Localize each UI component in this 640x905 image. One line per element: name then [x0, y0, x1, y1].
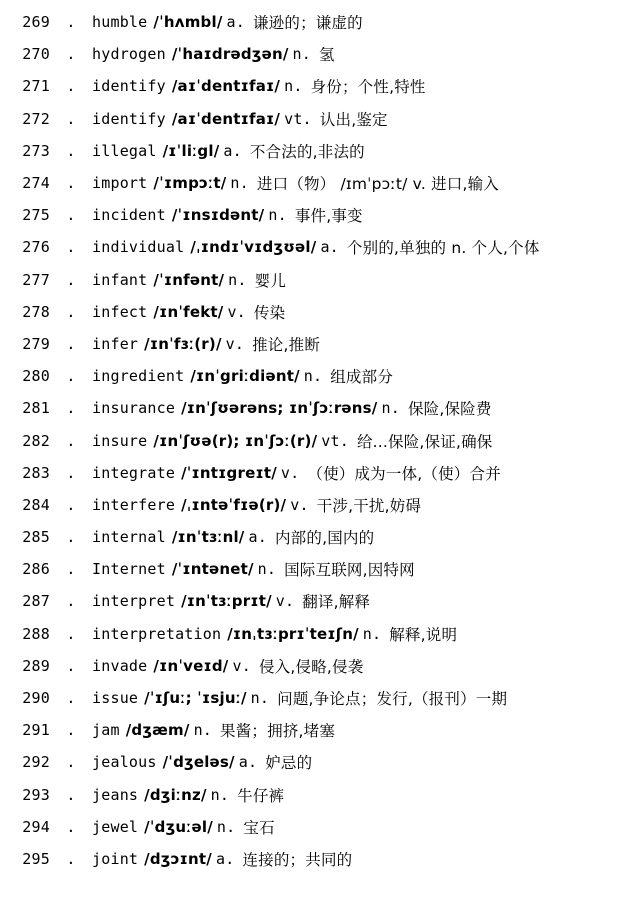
entry-meaning: 氢 — [318, 46, 335, 65]
entry-part-of-speech: n. — [230, 174, 249, 193]
entry-part-of-speech: a. — [223, 141, 242, 160]
entry-word: interfere — [92, 495, 176, 514]
vocab-entry — [10, 618, 635, 650]
entry-meaning: 认出,鉴定 — [319, 110, 388, 129]
entry-phonetic: /ˈɪntɪgreɪt/ — [181, 463, 277, 482]
vocab-entry — [10, 231, 635, 263]
entry-part-of-speech: n. — [362, 624, 382, 643]
entry-meaning: 牛仔裤 — [237, 786, 285, 805]
entry-number: 293 — [22, 785, 50, 804]
entry-phonetic: /ɪnˈʃʊərəns; ɪnˈʃɔːrəns/ — [181, 399, 378, 418]
entry-word: joint — [92, 849, 139, 868]
entry-phonetic: /dʒiːnz/ — [144, 785, 207, 804]
vocab-entry — [10, 714, 635, 746]
entry-word: incident — [92, 206, 166, 225]
entry-meaning: 解释,说明 — [389, 625, 458, 644]
entry-part-of-speech: n. — [193, 721, 213, 740]
vocab-entry — [10, 843, 635, 875]
entry-part-of-speech: n. — [228, 270, 247, 289]
entry-word: identify — [92, 77, 166, 96]
vocab-entry — [10, 6, 635, 38]
entry-meaning: 不合法的,非法的 — [249, 142, 365, 161]
vocab-entry — [10, 135, 635, 167]
entry-phonetic: /ɪnˈfekt/ — [153, 302, 224, 321]
entry-dot: . — [66, 367, 76, 386]
entry-word: individual — [92, 238, 185, 257]
entry-word: interpretation — [92, 624, 222, 643]
entry-number: 292 — [22, 753, 50, 772]
entry-dot: . — [66, 624, 76, 643]
entry-number: 284 — [22, 495, 50, 514]
entry-word: Internet — [92, 560, 166, 579]
entry-word: infect — [92, 302, 148, 321]
entry-part-of-speech: a. — [320, 238, 339, 257]
vocab-entry — [10, 199, 635, 231]
entry-dot: . — [66, 689, 76, 708]
entry-number: 278 — [22, 302, 50, 321]
entry-meaning: 婴儿 — [254, 271, 287, 290]
entry-number: 295 — [22, 849, 50, 868]
entry-phonetic: /ˌɪndɪˈvɪdʒʊəl/ — [190, 238, 317, 257]
entry-phonetic: /ɪnˈgriːdiənt/ — [190, 367, 300, 386]
entry-meaning: 连接的；共同的 — [242, 850, 353, 869]
vocab-entry — [10, 38, 635, 70]
entry-dot: . — [66, 849, 76, 868]
entry-dot: . — [66, 721, 76, 740]
entry-meaning: 问题,争论点；发行,（报刊）一期 — [277, 690, 508, 709]
entry-meaning: （使）成为一体,（使）合并 — [307, 464, 501, 483]
entry-meaning: 侵入,侵略,侵袭 — [258, 657, 364, 676]
vocab-entry — [10, 103, 635, 135]
vocab-entry — [10, 682, 635, 714]
entry-number: 285 — [22, 528, 50, 547]
entry-dot: . — [66, 238, 76, 257]
entry-meaning: 翻译,解释 — [302, 593, 371, 612]
entry-dot: . — [66, 560, 76, 579]
entry-meaning: 组成部分 — [330, 368, 394, 387]
entry-meaning: 传染 — [253, 303, 286, 322]
entry-meaning: 进口（物） /ɪmˈpɔːt/ v. 进口,输入 — [256, 175, 499, 194]
entry-phonetic: /ˈhaɪdrədʒən/ — [171, 45, 289, 64]
entry-word: jealous — [92, 753, 157, 772]
entry-word: insurance — [92, 399, 176, 418]
entry-part-of-speech: a. — [248, 528, 267, 547]
entry-word: insure — [92, 431, 148, 450]
entry-phonetic: /ɪnˈʃʊə(r); ɪnˈʃɔː(r)/ — [153, 431, 318, 450]
entry-part-of-speech: v. — [232, 656, 251, 675]
entry-word: illegal — [92, 141, 157, 160]
entry-dot: . — [66, 753, 76, 772]
entry-number: 275 — [22, 206, 50, 225]
entry-phonetic: /ɪnˈveɪd/ — [153, 656, 229, 675]
entry-meaning: 个别的,单独的 n. 个人,个体 — [346, 239, 540, 258]
entry-number: 294 — [22, 817, 50, 836]
entry-dot: . — [66, 399, 76, 418]
entry-meaning: 内部的,国内的 — [274, 529, 375, 548]
entry-part-of-speech: n. — [268, 206, 287, 225]
entry-meaning: 谦逊的；谦虚的 — [252, 14, 363, 33]
entry-number: 271 — [22, 77, 50, 96]
entry-word: interpret — [92, 592, 176, 611]
entry-word: issue — [92, 689, 139, 708]
entry-meaning: 干涉,干扰,妨碍 — [316, 496, 422, 515]
entry-phonetic: /ˈdʒuːəl/ — [144, 817, 213, 836]
entry-part-of-speech: n. — [303, 367, 323, 386]
entry-dot: . — [66, 656, 76, 675]
entry-dot: . — [66, 334, 76, 353]
entry-dot: . — [66, 817, 76, 836]
vocab-entry — [10, 779, 635, 811]
entry-number: 280 — [22, 367, 50, 386]
entry-number: 283 — [22, 463, 50, 482]
entry-dot: . — [66, 431, 76, 450]
entry-phonetic: /aɪˈdentɪfaɪ/ — [171, 77, 281, 96]
entry-dot: . — [66, 13, 76, 32]
entry-word: ingredient — [92, 367, 185, 386]
entry-dot: . — [66, 463, 76, 482]
vocab-entry — [10, 360, 635, 392]
entry-dot: . — [66, 45, 76, 64]
entry-part-of-speech: n. — [292, 45, 311, 64]
entry-part-of-speech: v. — [290, 495, 309, 514]
entry-number: 277 — [22, 270, 50, 289]
entry-dot: . — [66, 270, 76, 289]
vocab-entry — [10, 746, 635, 778]
entry-part-of-speech: n. — [210, 785, 230, 804]
vocab-entry — [10, 457, 635, 489]
entry-part-of-speech: v. — [225, 334, 245, 353]
entry-number: 291 — [22, 721, 50, 740]
entry-phonetic: /ˈɪnsɪdənt/ — [171, 206, 265, 225]
entry-part-of-speech: n. — [216, 817, 236, 836]
entry-dot: . — [66, 206, 76, 225]
vocab-entry — [10, 489, 635, 521]
vocab-entry — [10, 296, 635, 328]
entry-number: 270 — [22, 45, 50, 64]
entry-phonetic: /ˌɪntəˈfɪə(r)/ — [181, 495, 287, 514]
entry-number: 281 — [22, 399, 50, 418]
entry-word: jeans — [92, 785, 139, 804]
entry-dot: . — [66, 109, 76, 128]
entry-dot: . — [66, 592, 76, 611]
entry-part-of-speech: n. — [284, 77, 303, 96]
entry-part-of-speech: v. — [280, 463, 300, 482]
entry-meaning: 事件,事变 — [294, 207, 363, 226]
entry-word: humble — [92, 13, 148, 32]
vocab-entry — [10, 392, 635, 424]
entry-number: 274 — [22, 174, 50, 193]
entry-phonetic: /ˈɪnfənt/ — [153, 270, 225, 289]
entry-word: internal — [92, 528, 166, 547]
entry-phonetic: /ˈdʒeləs/ — [162, 753, 235, 772]
entry-phonetic: /ɪnˈtɜːprɪt/ — [181, 592, 272, 611]
entry-number: 282 — [22, 431, 50, 450]
entry-dot: . — [66, 785, 76, 804]
entry-phonetic: /ˈɪmpɔːt/ — [153, 174, 227, 193]
entry-meaning: 果酱；拥挤,堵塞 — [220, 722, 336, 741]
entry-meaning: 妒忌的 — [265, 754, 313, 773]
entry-word: infant — [92, 270, 148, 289]
entry-dot: . — [66, 141, 76, 160]
entry-word: import — [92, 174, 148, 193]
vocab-entry — [10, 585, 635, 617]
entry-number: 288 — [22, 624, 50, 643]
entry-number: 289 — [22, 656, 50, 675]
entry-word: invade — [92, 656, 148, 675]
entry-word: identify — [92, 109, 166, 128]
entry-phonetic: /ˈɪʃuː; ˈɪsjuː/ — [144, 689, 247, 708]
entry-phonetic: /ɪnˈtɜːnl/ — [171, 528, 245, 547]
entry-meaning: 身份；个性,特性 — [310, 78, 426, 97]
vocab-entry — [10, 70, 635, 102]
entry-word: jam — [92, 721, 120, 740]
entry-part-of-speech: a. — [226, 13, 245, 32]
entry-phonetic: /ɪnˈfɜː(r)/ — [144, 334, 222, 353]
entry-dot: . — [66, 174, 76, 193]
entry-number: 279 — [22, 334, 50, 353]
entry-word: infer — [92, 334, 139, 353]
vocab-entry — [10, 650, 635, 682]
entry-number: 276 — [22, 238, 50, 257]
entry-dot: . — [66, 528, 76, 547]
entry-phonetic: /ɪˈliːgl/ — [162, 141, 220, 160]
entry-meaning: 推论,推断 — [252, 335, 321, 354]
entry-part-of-speech: a. — [238, 753, 258, 772]
entry-dot: . — [66, 495, 76, 514]
entry-part-of-speech: n. — [257, 560, 277, 579]
entry-part-of-speech: n. — [381, 399, 400, 418]
vocab-entry — [10, 553, 635, 585]
vocab-entry — [10, 424, 635, 456]
entry-part-of-speech: a. — [215, 849, 235, 868]
vocab-entry — [10, 264, 635, 296]
entry-number: 286 — [22, 560, 50, 579]
entry-number: 273 — [22, 141, 50, 160]
entry-part-of-speech: n. — [250, 689, 270, 708]
vocab-entry — [10, 521, 635, 553]
entry-word: jewel — [92, 817, 139, 836]
vocab-entry — [10, 328, 635, 360]
entry-phonetic: /dʒæm/ — [125, 721, 190, 740]
entry-meaning: 国际互联网,因特网 — [284, 561, 415, 580]
entry-word: integrate — [92, 463, 176, 482]
entry-word: hydrogen — [92, 45, 166, 64]
entry-phonetic: /ˈɪntənet/ — [171, 560, 254, 579]
entry-phonetic: /aɪˈdentɪfaɪ/ — [171, 109, 281, 128]
entry-dot: . — [66, 302, 76, 321]
entry-meaning: 宝石 — [243, 818, 275, 837]
entry-number: 272 — [22, 109, 50, 128]
entry-number: 269 — [22, 13, 50, 32]
entry-phonetic: /dʒɔɪnt/ — [144, 849, 212, 868]
entry-part-of-speech: vt. — [284, 109, 312, 128]
entry-number: 290 — [22, 689, 50, 708]
vocab-entry — [10, 167, 635, 199]
vocabulary-list — [10, 6, 635, 875]
entry-part-of-speech: v. — [275, 592, 295, 611]
entry-phonetic: /ˈhʌmbl/ — [153, 13, 223, 32]
vocab-entry — [10, 811, 635, 843]
entry-phonetic: /ɪnˌtɜːprɪˈteɪʃn/ — [227, 624, 359, 643]
entry-part-of-speech: vt. — [321, 431, 349, 450]
entry-dot: . — [66, 77, 76, 96]
entry-meaning: 保险,保险费 — [407, 400, 492, 419]
entry-meaning: 给...保险,保证,确保 — [356, 432, 493, 451]
entry-number: 287 — [22, 592, 50, 611]
entry-part-of-speech: v. — [227, 302, 246, 321]
